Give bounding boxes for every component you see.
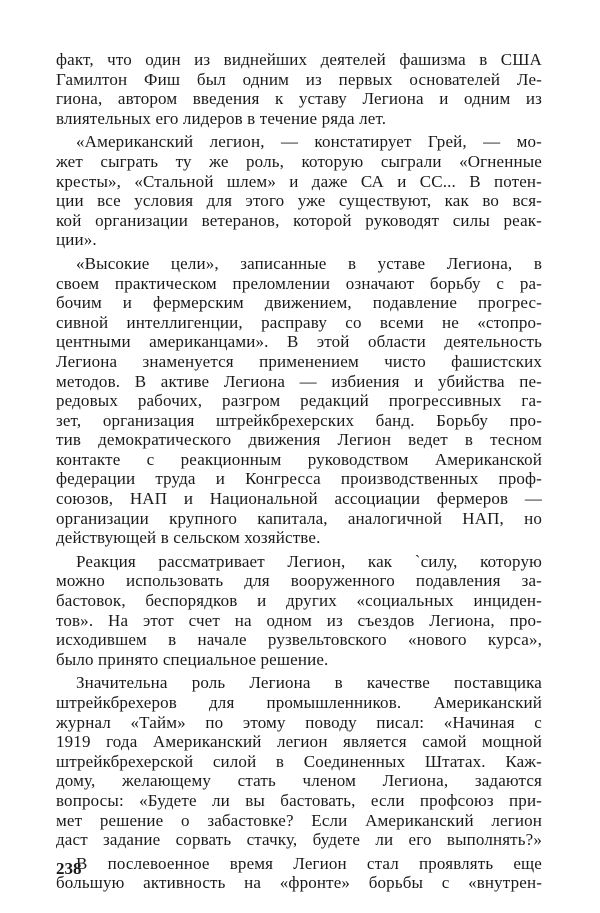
paragraph-5 (56, 673, 542, 849)
text-line: ции». (56, 230, 97, 250)
text-line: тив демократического движения Легион ведет в тесном (56, 430, 542, 450)
text-line: центными американцами». В этой области деятельность (56, 332, 542, 352)
text-line: ции все условия для этого уже существуют, как во вся- (56, 191, 542, 211)
text-line: В послевоенное время Легион стал проявлять еще (76, 853, 542, 873)
text-line: сивной интеллигенции, расправу со всеми не «стопро- (56, 312, 542, 332)
text-line: журнал «Тайм» по этому поводу писал: «Начиная с (56, 712, 542, 732)
text-line: гиона, автором введения к уставу Легиона и одним из (56, 89, 542, 109)
text-line: союзов, НАП и Национальной ассоциации фермеров — (56, 489, 542, 509)
text-line: даст задание сорвать стачку, будете ли его выполнять?» (56, 830, 542, 850)
text-line: организации крупного капитала, аналогичной НАП, но (56, 508, 542, 528)
text-line: кой организации ветеранов, которой руководят силы реак- (56, 210, 542, 230)
text-line: методов. В активе Легиона — избиения и убийства пе- (56, 371, 542, 391)
paragraph-1 (56, 50, 542, 128)
text-line: большую активность на «фронте» борьбы с «внутрен- (56, 873, 542, 893)
text-line: Легиона знаменуется применением чисто фашистских (56, 351, 542, 371)
text-line: влиятельных его лидеров в течение ряда лет. (56, 108, 387, 128)
text-line: бастовок, беспорядков и других «социальных инциден- (56, 591, 542, 611)
text-line: кресты», «Стальной шлем» и даже СА и СС... В потен- (56, 171, 542, 191)
text-line: дому, желающему стать членом Легиона, задаются (56, 771, 542, 791)
text-line: штрейкбрехеров для промышленников. Американский (56, 693, 542, 712)
text-line: редовых рабочих, разгром редакций прогрессивных га- (56, 391, 542, 411)
text-line: бочим и фермерским движением, подавление прогрес- (56, 293, 542, 313)
text-line: Гамилтон Фиш был одним из первых основателей Ле- (56, 69, 542, 89)
text-line: мет решение о забастовке? Если Американский легион (56, 810, 542, 830)
text-line: 1919 года Американский легион является самой мощной (56, 732, 542, 752)
text-line: исходившем в начале рузвельтовского «нового курса», (56, 630, 542, 650)
paragraph-4 (56, 552, 542, 670)
page-text-body (56, 50, 542, 893)
paragraph-2 (56, 132, 542, 250)
text-line: было принято специальное решение. (56, 649, 329, 669)
text-line: федерации труда и Конгресса производственных проф- (56, 469, 542, 489)
text-line: «Американский легион, — констатирует Грей, — мо- (76, 132, 542, 152)
paragraph-6 (56, 854, 542, 893)
text-line: «Высокие цели», записанные в уставе Легиона, в (76, 253, 542, 273)
text-line: штрейкбрехерской силой в Соединенных Штатах. Каж- (56, 751, 542, 771)
paragraph-3 (56, 254, 542, 548)
text-line: своем практическом преломлении означают борьбу с ра- (56, 273, 542, 293)
page-number: 238 (56, 859, 82, 878)
text-line: действующей в сельском хозяйстве. (56, 528, 321, 548)
text-line: тов». На этот счет на одном из съездов Легиона, про- (56, 610, 542, 630)
text-line: контакте с реакционным руководством Американской (56, 449, 542, 469)
text-line: жет сыграть ту же роль, которую сыграли «Огненные (56, 151, 542, 171)
text-line: факт, что один из виднейших деятелей фашизма в США (56, 50, 542, 69)
text-line: можно использовать для вооруженного подавления за- (56, 571, 542, 591)
text-line: зет, организация штрейкбрехерских банд. Борьбу про- (56, 410, 542, 430)
text-line: вопросы: «Будете ли вы бастовать, если профсоюз при- (56, 790, 542, 810)
text-line: Реакция рассматривает Легион, как `силу, которую (76, 551, 542, 571)
text-line: Значительна роль Легиона в качестве поставщика (76, 673, 542, 693)
